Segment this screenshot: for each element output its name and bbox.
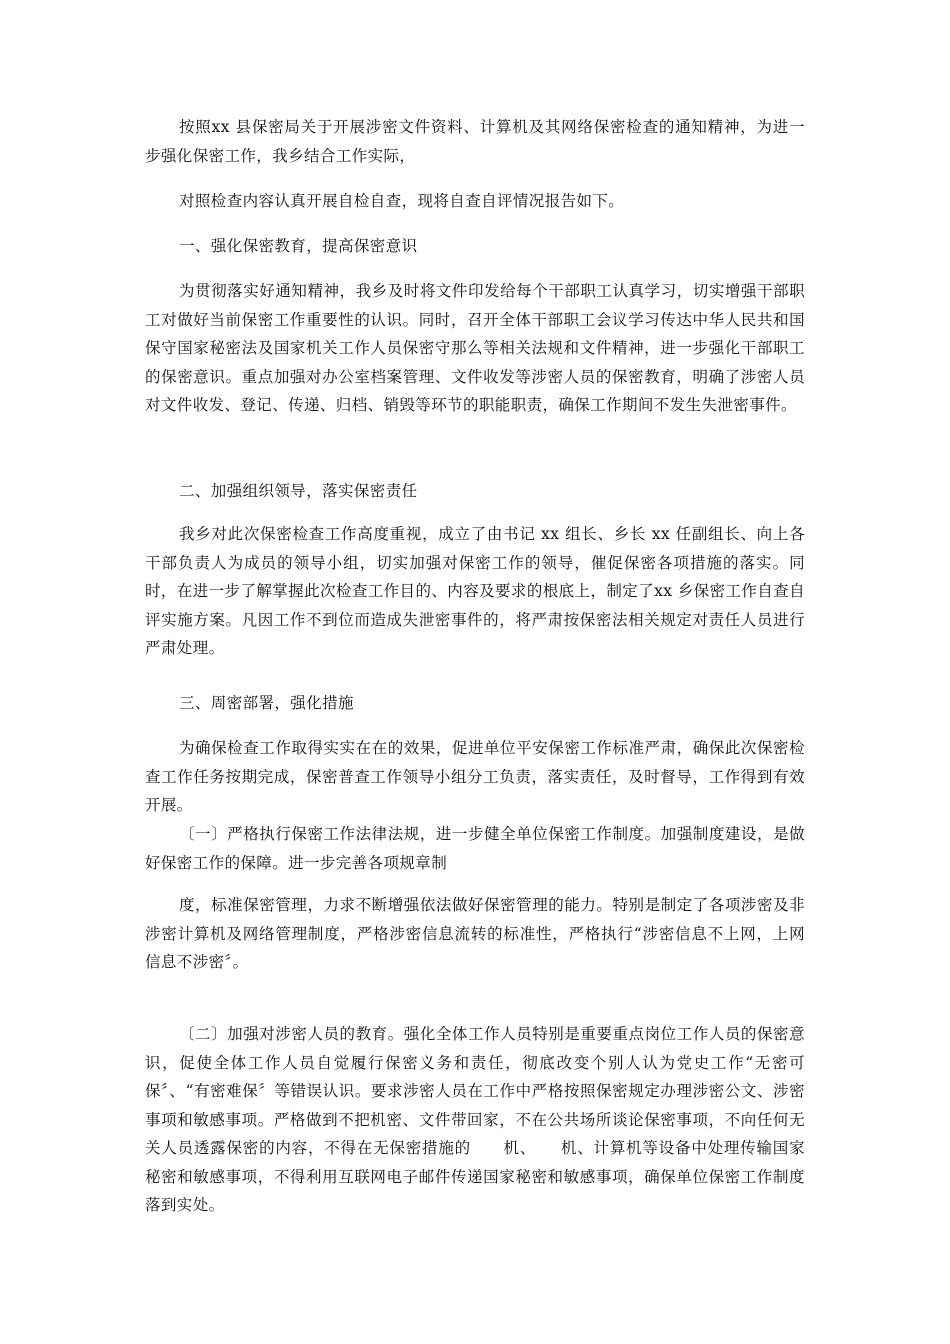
paragraph-subsection-2: 〔二〕加强对涉密人员的教育。强化全体工作人员特别是重要重点岗位工作人员的保密意识，促使全体工作人员自觉履行保密义务和责任，彻底改变个别人认为党史工作“无密可保〞、“有密难保〞等错误认识。要求涉密人员在工作中严格按照保密规定办理涉密公文、涉密事项和敏感事项。严格做到不把机密、文件带回家，不在公共场所谈论保密事项，不向任何无关人员透露保密的内容，不得在无保密措施的 机、 机、计算机等设备中处理传输国家秘密和敏感事项，不得利用互联网电子邮件传递国家秘密和敏感事项，确保单位保密工作制度落到实处。 bbox=[145, 1025, 805, 1214]
section-heading-1: 一、强化保密教育，提高保密意识 bbox=[179, 237, 418, 255]
paragraph-intro: 按照xx 县保密局关于开展涉密文件资料、计算机及其网络保密检查的通知精神，为进一步强化保密工作，我乡结合工作实际， bbox=[145, 118, 805, 165]
paragraph-subsection-1-cont: 度，标准保密管理，力求不断增强依法做好保密管理的能力。特别是制定了各项涉密及非涉密计算机及网络管理制度，严格涉密信息流转的标准性，严格执行“涉密信息不上网，上网信息不涉密〞。 bbox=[145, 896, 805, 971]
paragraph-subsection-1-start: 〔一〕严格执行保密工作法律法规，进一步健全单位保密工作制度。加强制度建设，是做好保密工作的保障。进一步完善各项规章制 bbox=[145, 825, 805, 872]
section-heading-2: 二、加强组织领导，落实保密责任 bbox=[179, 482, 418, 500]
paragraph-section-1-body: 为贯彻落实好通知精神，我乡及时将文件印发给每个干部职工认真学习，切实增强干部职工对做好当前保密工作重要性的认识。同时，召开全体干部职工会议学习传达中华人民共和国保守国家秘密法及国家机关工作人员保密守那么等相关法规和文件精神，进一步强化干部职工的保密意识。重点加强对办公室档案管理、文件收发等涉密人员的保密教育，明确了涉密人员对文件收发、登记、传递、归档、销毁等环节的职能职责，确保工作期间不发生失泄密事件。 bbox=[145, 282, 805, 414]
paragraph-section-3-body: 为确保检查工作取得实实在在的效果，促进单位平安保密工作标准严肃，确保此次保密检查工作任务按期完成，保密普查工作领导小组分工负责，落实责任，及时督导，工作得到有效开展。 bbox=[145, 739, 805, 814]
paragraph-report-statement: 对照检查内容认真开展自检自查，现将自查自评情况报告如下。 bbox=[179, 192, 625, 210]
paragraph-section-2-body: 我乡对此次保密检查工作高度重视，成立了由书记 xx 组长、乡长 xx 任副组长、向上各干部负责人为成员的领导小组，切实加强对保密工作的领导，催促保密各项措施的落实。同时，在进一步了解掌握此次检查工作目的、内容及要求的根底上，制定了xx 乡保密工作自查自评实施方案。凡因工作不到位而造成失泄密事件的，将严肃按保密法相关规定对责任人员进行严肃处理。 bbox=[145, 525, 805, 657]
section-heading-3: 三、周密部署，强化措施 bbox=[179, 694, 354, 712]
